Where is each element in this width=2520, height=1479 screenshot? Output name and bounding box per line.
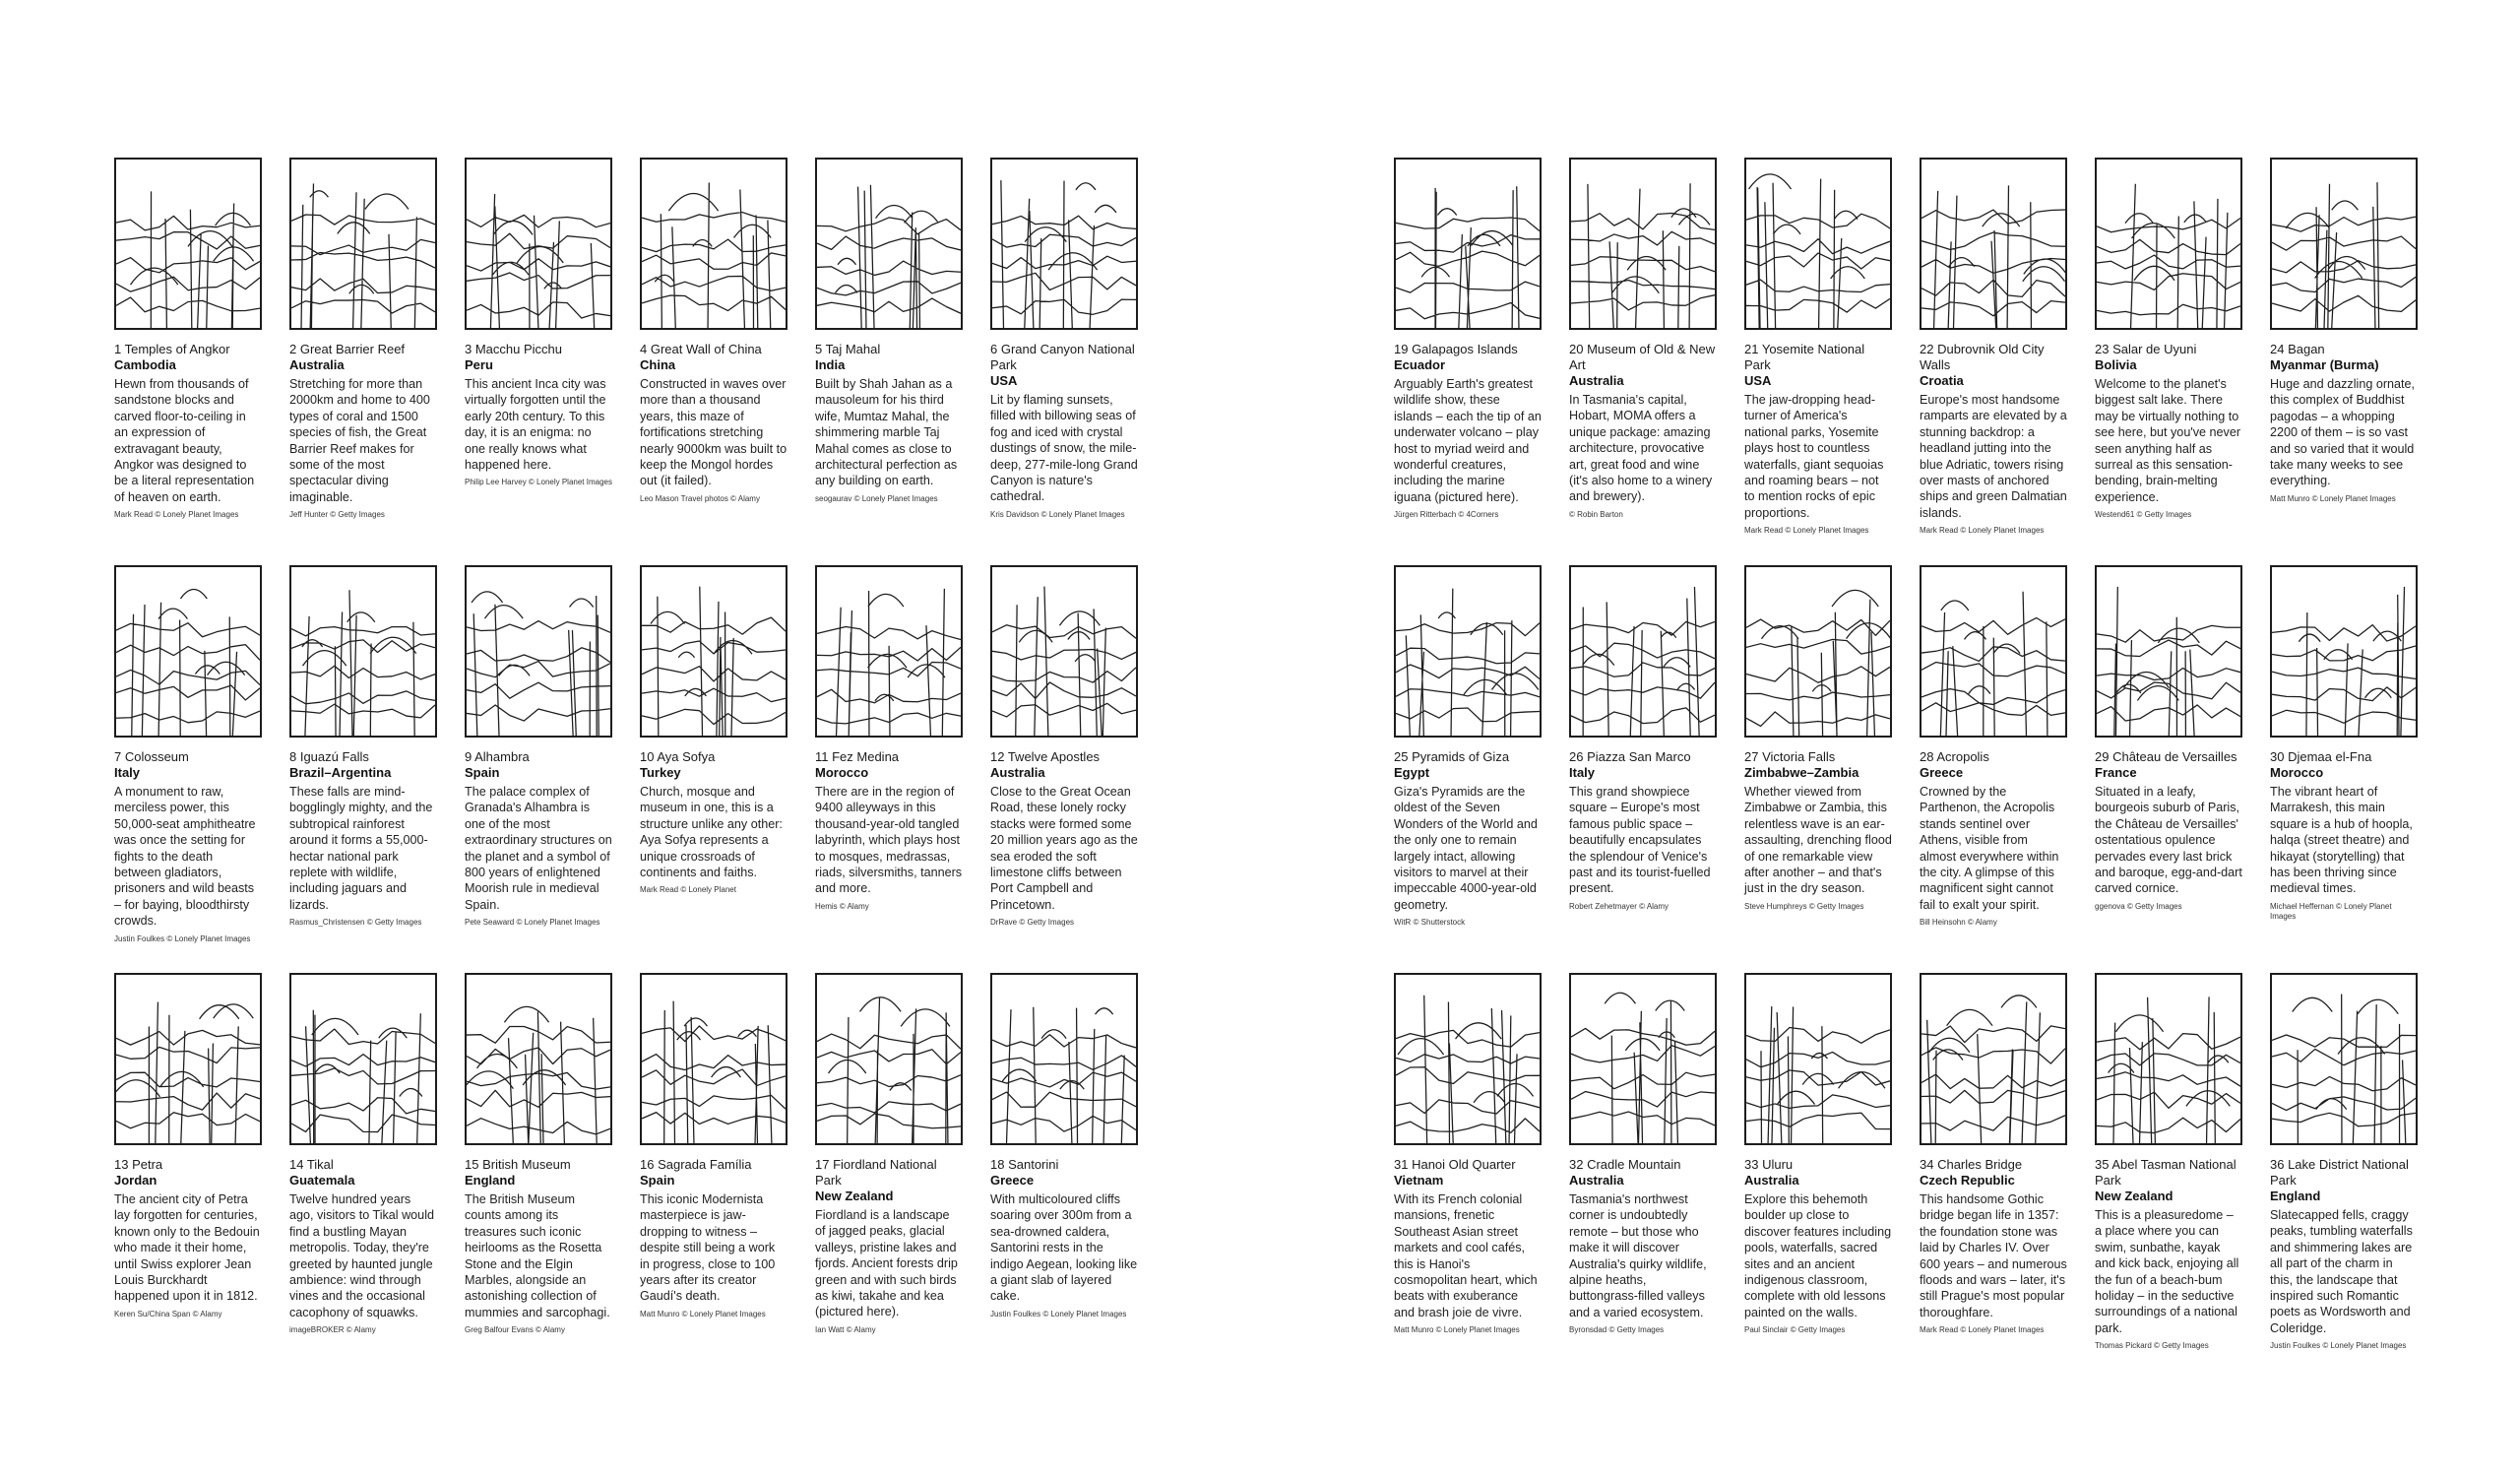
listing-country: Ecuador: [1394, 357, 1446, 372]
photo-credit: Hemis © Alamy: [815, 901, 869, 911]
listing-description: Tasmania's northwest corner is undoubtedly remote – but those who make it will discover Australia's quirky wildlife, alpine heaths, buttongrass-filled valleys and a varied ecosystem.: [1569, 1192, 1707, 1319]
listing-title: 31 Hanoi Old Quarter: [1394, 1157, 1516, 1172]
listing-country: France: [2095, 765, 2137, 780]
pyramid-jungle-illustration: [289, 973, 437, 1145]
photo-credit: imageBROKER © Alamy: [289, 1325, 376, 1335]
mountain-ruins-illustration: [465, 158, 612, 330]
taj-mahal-illustration: [815, 158, 963, 330]
listing-description: Constructed in waves over more than a thousand years, this maze of fortifications stretching nearly 9000km was built to keep the Mongol hordes out (it failed).: [640, 377, 788, 488]
listing-description: This handsome Gothic bridge began life in 1357: the foundation stone was laid by Charles IV. Over 600 years – and numerous floods and wars – later, it's still Prague's most popular thoroughfare.: [1920, 1192, 2067, 1319]
photo-credit: Robert Zehetmayer © Alamy: [1569, 901, 1670, 911]
listing-title: 2 Great Barrier Reef: [289, 342, 406, 356]
listing-card: [815, 565, 963, 953]
listing-country: USA: [990, 373, 1018, 388]
listing-description: Whether viewed from Zimbabwe or Zambia, this relentless wave is an ear-assaulting, drenching flood of one remarkable view after another – and that's just in the dry season.: [1744, 785, 1892, 896]
domed-city-illustration: [1920, 973, 2067, 1145]
listing-country: Australia: [1569, 1173, 1624, 1188]
listing-description: Lit by flaming sunsets, filled with billowing seas of fog and iced with crystal dustings of snow, the mile-deep, 277-mile-long Grand Canyon is nature's cathedral.: [990, 393, 1138, 504]
photo-credit: Jeff Hunter © Getty Images: [289, 510, 385, 520]
fells-lake-illustration: [2270, 973, 2418, 1145]
listing-country: China: [640, 357, 676, 372]
listing-title: 18 Santorini: [990, 1157, 1059, 1172]
old-city-illustration: [1920, 158, 2067, 330]
left-page-grid: [114, 158, 1158, 1361]
listing-title: 20 Museum of Old & New Art: [1569, 342, 1716, 372]
listing-description: Huge and dazzling ornate, this complex of Buddhist pagodas – a whopping 2200 of them – is so vast and so varied that it would take many weeks to see everything.: [2270, 377, 2416, 488]
listing-description: There are in the region of 9400 alleyways in this thousand-year-old tangled labyrinth, which plays host to mosques, medrassas, riads, silversmiths, tanners and more.: [815, 785, 963, 896]
listing-description: The British Museum counts among its treasures such iconic heirlooms as the Rosetta Stone and the Elgin Marbles, alongside an astonishing collection of mummies and sarcophagi.: [465, 1192, 610, 1319]
listing-country: Peru: [465, 357, 493, 372]
photo-credit: ggenova © Getty Images: [2095, 901, 2182, 911]
listing-description: With its French colonial mansions, frenetic Southeast Asian street markets and cool cafés, this is Hanoi's cosmopolitan heart, which beats with exuberance and brash joie de vivre.: [1394, 1192, 1538, 1319]
listing-card: [2270, 158, 2418, 546]
photo-credit: Ian Watt © Alamy: [815, 1324, 876, 1334]
listing-country: Spain: [465, 765, 500, 780]
listing-country: Bolivia: [2095, 357, 2137, 372]
photo-credit: seogaurav © Lonely Planet Images: [815, 493, 938, 503]
listing-country: Guatemala: [289, 1173, 355, 1188]
listing-card: [640, 158, 788, 546]
listing-card: [2095, 158, 2242, 546]
canyon-illustration: [990, 158, 1138, 330]
photo-credit: Paul Sinclair © Getty Images: [1744, 1325, 1846, 1335]
parrot-illustration: [815, 973, 963, 1145]
listing-country: England: [2270, 1189, 2321, 1203]
photo-credit: © Robin Barton: [1569, 509, 1623, 519]
photo-credit: Matt Munro © Lonely Planet Images: [2270, 493, 2396, 503]
cathedral-spires-illustration: [640, 973, 788, 1145]
listing-card: [1920, 158, 2067, 546]
right-page: [1394, 158, 2437, 1379]
listing-title: 23 Salar de Uyuni: [2095, 342, 2197, 356]
listing-description: The jaw-dropping head-turner of America's national parks, Yosemite plays host to countless waterfalls, giant sequoias and roaming bears – not to mention rocks of epic proportions.: [1744, 393, 1884, 520]
listing-description: Church, mosque and museum in one, this is a structure unlike any other: Aya Sofya represents a unique crossroads of continents and faiths.: [640, 785, 783, 880]
photo-credit: Westend61 © Getty Images: [2095, 510, 2192, 520]
right-page-grid: [1394, 158, 2437, 1361]
photo-credit: Pete Seaward © Lonely Planet Images: [465, 918, 600, 928]
listing-card: [990, 158, 1138, 546]
pagoda-illustration: [2270, 158, 2418, 330]
wombat-illustration: [1569, 973, 1717, 1145]
listing-country: Turkey: [640, 765, 681, 780]
listing-country: India: [815, 357, 846, 372]
bird-waterfall-illustration: [289, 565, 437, 738]
listing-title: 6 Grand Canyon National Park: [990, 342, 1135, 372]
listing-title: 26 Piazza San Marco: [1569, 749, 1691, 764]
listing-country: Australia: [1569, 373, 1624, 388]
listing-description: Giza's Pyramids are the oldest of the Seven Wonders of the World and the only one to remain largely intact, allowing visitors to marvel at their impeccable 4000-year-old geometry.: [1394, 785, 1538, 912]
listing-title: 14 Tikal: [289, 1157, 334, 1172]
listing-country: New Zealand: [815, 1189, 894, 1203]
listing-country: Morocco: [2270, 765, 2324, 780]
street-vendor-illustration: [1394, 973, 1542, 1145]
listing-card: [1920, 973, 2067, 1361]
photo-credit: Mark Read © Lonely Planet Images: [1920, 526, 2045, 536]
reef-turtle-illustration: [289, 158, 437, 330]
listing-card: [1920, 565, 2067, 953]
listing-card: [640, 973, 788, 1361]
listing-description: Situated in a leafy, bourgeois suburb of Paris, the Château de Versailles' ostentatious opulence pervades every last brick and baroque, egg-and-dart carved cornice.: [2095, 785, 2242, 896]
listing-card: [1744, 565, 1892, 953]
waterfall-bridge-illustration: [1744, 565, 1892, 738]
listing-card: [2270, 565, 2418, 953]
listing-country: Greece: [1920, 765, 1964, 780]
listing-card: [640, 565, 788, 953]
listing-description: Arguably Earth's greatest wildlife show, these islands – each the tip of an underwater volcano – play host to myriad weird and wonderful creatures, including the marine iguana (pictured here).: [1394, 377, 1542, 504]
listing-title: 28 Acropolis: [1920, 749, 1989, 764]
rock-temple-illustration: [114, 973, 262, 1145]
photo-credit: Keren Su/China Span © Alamy: [114, 1309, 222, 1318]
listing-description: With multicoloured cliffs soaring over 300m from a sea-drowned caldera, Santorini rests in the indigo Aegean, looking like a giant slab of layered cake.: [990, 1192, 1138, 1304]
listing-title: 29 Château de Versailles: [2095, 749, 2237, 764]
listing-card: [465, 973, 612, 1361]
listing-title: 33 Uluru: [1744, 1157, 1794, 1172]
listing-country: Egypt: [1394, 765, 1430, 780]
listing-card: [1744, 158, 1892, 546]
salt-flat-illustration: [2095, 158, 2242, 330]
listing-title: 36 Lake District National Park: [2270, 1157, 2409, 1188]
listing-title: 15 British Museum: [465, 1157, 571, 1172]
listing-title: 19 Galapagos Islands: [1394, 342, 1518, 356]
listing-country: New Zealand: [2095, 1189, 2174, 1203]
listing-title: 4 Great Wall of China: [640, 342, 762, 356]
listing-card: [2095, 973, 2242, 1361]
dome-interior-illustration: [640, 565, 788, 738]
listing-title: 9 Alhambra: [465, 749, 530, 764]
photo-credit: Greg Balfour Evans © Alamy: [465, 1325, 565, 1335]
listing-title: 24 Bagan: [2270, 342, 2325, 356]
listing-description: These falls are mind-bogglingly mighty, and the subtropical rainforest around it forms a 55,000-hectar national park replete with wildlife, including jaguars and lizards.: [289, 785, 433, 912]
listing-card: [289, 565, 437, 953]
listing-title: 12 Twelve Apostles: [990, 749, 1101, 764]
listing-card: [2270, 973, 2418, 1361]
listing-description: Twelve hundred years ago, visitors to Tikal would find a bustling Mayan metropolis. Today, they're greeted by haunted jungle ambience: wind through vines and the occasional cacophony of squawks.: [289, 1192, 434, 1319]
listing-title: 16 Sagrada Família: [640, 1157, 752, 1172]
listing-country: Spain: [640, 1173, 675, 1188]
listing-country: Jordan: [114, 1173, 158, 1188]
listing-description: Fiordland is a landscape of jagged peaks, glacial valleys, pristine lakes and fjords. Ancient forests drip green and with such birds as kiwi, takahe and kea (pictured here).: [815, 1208, 958, 1319]
listing-title: 21 Yosemite National Park: [1744, 342, 1865, 372]
listing-card: [114, 565, 262, 953]
listing-title: 5 Taj Mahal: [815, 342, 881, 356]
photo-credit: Philip Lee Harvey © Lonely Planet Images: [465, 478, 612, 487]
listing-card: [289, 158, 437, 546]
listing-description: Built by Shah Jahan as a mausoleum for his third wife, Mumtaz Mahal, the shimmering marble Taj Mahal comes as close to architectural perfection as any building on earth.: [815, 377, 958, 488]
photo-credit: Matt Munro © Lonely Planet Images: [1394, 1325, 1520, 1335]
photo-credit: Thomas Pickard © Getty Images: [2095, 1341, 2209, 1351]
photo-credit: Jürgen Ritterbach © 4Corners: [1394, 510, 1499, 520]
photo-credit: WitR © Shutterstock: [1394, 918, 1466, 928]
listing-country: Cambodia: [114, 357, 176, 372]
listing-title: 27 Victoria Falls: [1744, 749, 1836, 764]
listing-country: Myanmar (Burma): [2270, 357, 2379, 372]
listing-country: Australia: [289, 357, 345, 372]
chateau-illustration: [2095, 565, 2242, 738]
photo-credit: Bill Heinsohn © Alamy: [1920, 918, 1997, 928]
photo-credit: Leo Mason Travel photos © Alamy: [640, 493, 760, 503]
listing-card: [114, 973, 262, 1361]
listing-description: This iconic Modernista masterpiece is jaw-dropping to witness – despite still being a work in progress, close to 100 years after its creator Gaudí's death.: [640, 1192, 776, 1304]
listing-card: [1394, 158, 1542, 546]
listing-card: [990, 565, 1138, 953]
listing-title: 22 Dubrovnik Old City Walls: [1920, 342, 2045, 372]
listing-country: Croatia: [1920, 373, 1964, 388]
listing-card: [465, 565, 612, 953]
sea-stacks-illustration: [990, 565, 1138, 738]
island-village-illustration: [990, 973, 1138, 1145]
listing-title: 30 Djemaa el-Fna: [2270, 749, 2372, 764]
listing-title: 17 Fiordland National Park: [815, 1157, 937, 1188]
photo-credit: Michael Heffernan © Lonely Planet Images: [2270, 901, 2392, 921]
listing-country: Australia: [1744, 1173, 1799, 1188]
left-page: [114, 158, 1158, 1379]
listing-description: Hewn from thousands of sandstone blocks and carved floor-to-ceiling in an expression of extravagant beauty, Angkor was designed to be a literal representation of heaven on earth.: [114, 377, 255, 504]
listing-description: Crowned by the Parthenon, the Acropolis stands sentinel over Athens, visible from almost everywhere within the city. A glimpse of this magnificent sight cannot fail to exalt your spirit.: [1920, 785, 2059, 912]
listing-description: A monument to raw, merciless power, this 50,000-seat amphitheatre was once the setting for fights to the death between gladiators, prisoners and wild beasts – for baying, bloodthirsty crowds.: [114, 785, 256, 929]
listing-card: [1569, 973, 1717, 1361]
photo-credit: Justin Foulkes © Lonely Planet Images: [114, 933, 251, 943]
listing-country: Morocco: [815, 765, 869, 780]
lantern-pattern-illustration: [2270, 565, 2418, 738]
monolith-illustration: [1744, 973, 1892, 1145]
listing-card: [815, 158, 963, 546]
colosseum-illustration: [114, 565, 262, 738]
bell-tower-illustration: [1569, 565, 1717, 738]
listing-description: This grand showpiece square – Europe's most famous public space – beautifully encapsulates the splendour of Venice's past and its tourist-fuelled present.: [1569, 785, 1711, 896]
listing-description: The palace complex of Granada's Alhambra is one of the most extraordinary structures on the planet and a symbol of 800 years of enlightened Moorish rule in medieval Spain.: [465, 785, 612, 912]
listing-card: [289, 973, 437, 1361]
listing-description: Explore this behemoth boulder up close to discover features including pools, waterfalls, sacred sites and an ancient indigenous classroom, complete with old lessons painted on the walls.: [1744, 1192, 1892, 1319]
listing-country: Australia: [990, 765, 1045, 780]
listing-card: [1569, 158, 1717, 546]
listing-card: [1569, 565, 1717, 953]
listing-card: [465, 158, 612, 546]
listing-country: Italy: [114, 765, 141, 780]
listing-description: The ancient city of Petra lay forgotten for centuries, known only to the Bedouin who made it their home, until Swiss explorer Jean Louis Burckhardt happened upon it in 1812.: [114, 1192, 260, 1304]
listing-country: Italy: [1569, 765, 1596, 780]
listing-title: 13 Petra: [114, 1157, 163, 1172]
listing-country: Vietnam: [1394, 1173, 1444, 1188]
temple-ruins-illustration: [114, 158, 262, 330]
photo-credit: Mark Read © Lonely Planet Images: [1920, 1325, 2045, 1335]
museum-illustration: [1569, 158, 1717, 330]
listing-description: Close to the Great Ocean Road, these lonely rocky stacks were formed some 20 million years ago as the sea eroded the soft limestone cliffs between Port Campbell and Princetown.: [990, 785, 1138, 912]
valley-cliffs-illustration: [1744, 158, 1892, 330]
photo-credit: Mark Read © Lonely Planet Images: [1744, 526, 1869, 536]
photo-credit: Rasmus_Christensen © Getty Images: [289, 918, 422, 928]
great-wall-illustration: [640, 158, 788, 330]
listing-title: 35 Abel Tasman National Park: [2095, 1157, 2236, 1188]
listing-card: [1394, 565, 1542, 953]
listing-country: Czech Republic: [1920, 1173, 2015, 1188]
listing-title: 8 Iguazú Falls: [289, 749, 369, 764]
listing-title: 7 Colosseum: [114, 749, 189, 764]
arch-gate-illustration: [815, 565, 963, 738]
photo-credit: Kris Davidson © Lonely Planet Images: [990, 509, 1125, 519]
listing-description: Welcome to the planet's biggest salt lake. There may be virtually nothing to see here, but you've never seen anything half as surreal as this sensation-bending, brain-melting experience.: [2095, 377, 2241, 504]
listing-country: USA: [1744, 373, 1772, 388]
listing-title: 34 Charles Bridge: [1920, 1157, 2023, 1172]
photo-credit: Byronsdad © Getty Images: [1569, 1325, 1665, 1335]
listing-card: [1394, 973, 1542, 1361]
listing-card: [990, 973, 1138, 1361]
listing-country: Brazil–Argentina: [289, 765, 392, 780]
iguana-illustration: [1394, 158, 1542, 330]
listing-title: 25 Pyramids of Giza: [1394, 749, 1510, 764]
listing-card: [114, 158, 262, 546]
pyramids-illustration: [1394, 565, 1542, 738]
listing-description: Slatecapped fells, craggy peaks, tumbling waterfalls and shimmering lakes are all part of the charm in this, the landscape that inspired such Romantic poets as Wordsworth and Coleridge.: [2270, 1208, 2413, 1335]
listing-description: This ancient Inca city was virtually forgotten until the early 20th century. To this day, it is an enigma: no one really knows what happened here.: [465, 377, 606, 473]
photo-credit: Matt Munro © Lonely Planet Images: [640, 1309, 766, 1318]
listing-title: 1 Temples of Angkor: [114, 342, 230, 356]
listing-country: England: [465, 1173, 516, 1188]
listing-description: This is a pleasuredome – a place where you can swim, sunbathe, kayak and kick back, enjoying all the fun of a beach-bum holiday – in the seductive surroundings of a national park.: [2095, 1208, 2239, 1335]
photo-credit: Steve Humphreys © Getty Images: [1744, 901, 1864, 911]
palace-illustration: [465, 565, 612, 738]
photo-credit: DrRave © Getty Images: [990, 918, 1075, 928]
listing-country: Zimbabwe–Zambia: [1744, 765, 1859, 780]
caryatids-illustration: [1920, 565, 2067, 738]
listing-description: The vibrant heart of Marrakesh, this main square is a hub of hoopla, halqa (street theatre) and hikayat (storytelling) that has been thriving since medieval times.: [2270, 785, 2413, 896]
listing-description: Stretching for more than 2000km and home to 400 types of coral and 1500 species of fish, the Great Barrier Reef makes for some of the most spectacular diving imaginable.: [289, 377, 430, 504]
palm-fronds-illustration: [2095, 973, 2242, 1145]
listing-card: [2095, 565, 2242, 953]
listing-card: [815, 973, 963, 1361]
sarcophagus-illustration: [465, 973, 612, 1145]
photo-credit: Mark Read © Lonely Planet: [640, 885, 736, 895]
listing-title: 3 Macchu Picchu: [465, 342, 562, 356]
listing-title: 11 Fez Medina: [815, 749, 900, 764]
listing-card: [1744, 973, 1892, 1361]
listing-title: 10 Aya Sofya: [640, 749, 716, 764]
listing-description: In Tasmania's capital, Hobart, MOMA offers a unique package: amazing architecture, provocative art, great food and wine (it's also home to a winery and brewery).: [1569, 393, 1713, 504]
photo-credit: Mark Read © Lonely Planet Images: [114, 510, 239, 520]
listing-description: Europe's most handsome ramparts are elevated by a stunning backdrop: a headland jutting into the blue Adriatic, towers rising over masts of anchored ships and green Dalmatian islands.: [1920, 393, 2067, 520]
photo-credit: Justin Foulkes © Lonely Planet Images: [990, 1309, 1127, 1318]
listing-country: Greece: [990, 1173, 1035, 1188]
photo-credit: Justin Foulkes © Lonely Planet Images: [2270, 1341, 2407, 1351]
listing-title: 32 Cradle Mountain: [1569, 1157, 1681, 1172]
